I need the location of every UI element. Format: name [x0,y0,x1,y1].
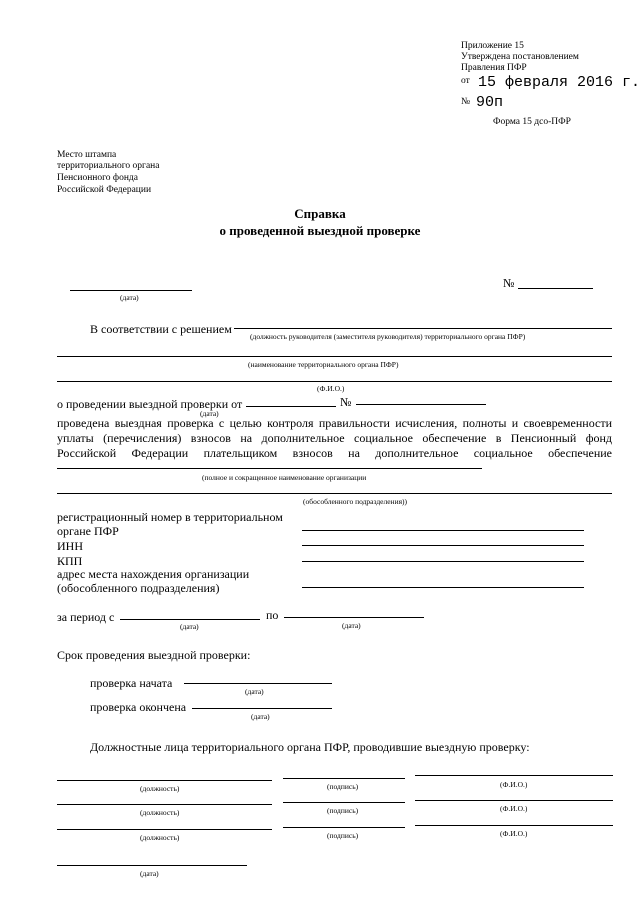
inspection-date-caption: (дата) [200,409,219,418]
paragraph-line3: Российской Федерации плательщиком взносов на дополнительное социальное обеспечение [57,446,612,460]
official-1-fio-field[interactable] [415,775,613,776]
started-date-caption: (дата) [245,687,264,696]
kpp-label: КПП [57,554,83,568]
official-3-position-field[interactable] [57,829,272,830]
reg-number-field[interactable] [302,530,584,531]
stamp-place-line3: Пенсионного фонда [57,173,138,183]
stamp-place-line1: Место штампа [57,150,117,160]
official-2-fio-caption: (Ф.И.О.) [500,804,528,813]
officials-heading: Должностные лица территориального органа ПФР, проводившие выездную проверку: [90,740,530,754]
appendix-label: Приложение 15 [461,41,524,51]
official-1-position-field[interactable] [57,780,272,781]
division-caption: (обособленного подразделения)) [303,497,408,506]
stamp-place-line2: территориального органа [57,161,160,171]
official-2-position-field[interactable] [57,804,272,805]
reg-number-label-2: органе ПФР [57,524,119,538]
official-3-signature-field[interactable] [283,827,405,828]
started-label: проверка начата [90,676,173,690]
official-1-signature-field[interactable] [283,778,405,779]
finished-label: проверка окончена [90,700,187,714]
period-to-field[interactable] [284,617,424,618]
paragraph-line1: проведена выездная проверка с целью контроля правильности исчисления, полноты и своевременности [57,416,612,430]
approval-number-handwritten: 90п [476,94,504,111]
decision-lead: В соответствии с решением [90,322,232,336]
official-2-fio-field[interactable] [415,800,613,801]
finished-date-field[interactable] [192,708,332,709]
official-2-signature-caption: (подпись) [327,806,359,815]
address-label-1: адрес места нахождения организации [57,567,250,581]
final-date-caption: (дата) [140,869,159,878]
inn-label: ИНН [57,539,83,553]
inspection-number-line[interactable] [356,404,486,405]
address-label-2: (обособленного подразделения) [57,581,220,595]
number-field-line[interactable] [518,288,593,289]
official-1-signature-caption: (подпись) [327,782,359,791]
inspection-number-symbol: № [340,395,352,409]
period-to-label: по [266,608,279,622]
approval-date-handwritten: 15 февраля 2016 г. [478,74,640,91]
period-from-label: за период с [57,610,115,624]
inn-field[interactable] [302,545,584,546]
paragraph-line2: уплаты (перечисления) взносов на дополнительное социальное обеспечение в Пенсионный фонд [57,431,612,445]
form-name: Форма 15 дсо-ПФР [493,117,571,127]
date-caption: (дата) [120,293,139,302]
position-caption: (должность руководителя (заместителя руководителя) территориального органа ПФР) [250,332,526,341]
official-3-fio-caption: (Ф.И.О.) [500,829,528,838]
position-field-line[interactable] [234,328,612,329]
official-3-signature-caption: (подпись) [327,831,359,840]
period-to-caption: (дата) [342,621,361,630]
document-subtitle: о проведенной выездной проверке [219,223,421,238]
official-2-position-caption: (должность) [140,808,180,817]
term-heading: Срок проведения выездной проверки: [57,648,251,662]
kpp-field[interactable] [302,561,584,562]
official-3-fio-field[interactable] [415,825,613,826]
from-prefix: от [461,76,470,86]
period-from-field[interactable] [120,619,260,620]
finished-date-caption: (дата) [251,712,270,721]
address-field[interactable] [302,587,584,588]
fio-field-line[interactable] [57,381,612,382]
official-1-fio-caption: (Ф.И.О.) [500,780,528,789]
official-2-signature-field[interactable] [283,802,405,803]
number-prefix: № [461,97,471,107]
fio-caption: (Ф.И.О.) [317,384,345,393]
official-1-position-caption: (должность) [140,784,180,793]
official-3-position-caption: (должность) [140,833,180,842]
period-from-caption: (дата) [180,622,199,631]
division-line[interactable] [57,493,612,494]
reg-number-label-1: регистрационный номер в территориальном [57,510,283,524]
started-date-field[interactable] [184,683,332,684]
inspection-date-line[interactable] [246,406,336,407]
number-symbol: № [503,276,515,290]
org-name-line[interactable] [57,468,482,469]
document-title: Справка [294,206,346,221]
board-label: Правления ПФР [461,63,527,73]
org-name-caption: (полное и сокращенное наименование организации [202,473,367,482]
final-date-field[interactable] [57,865,247,866]
stamp-place-line4: Российской Федерации [57,185,152,195]
inspection-lead: о проведении выездной проверки от [57,397,243,411]
organ-field-line[interactable] [57,356,612,357]
organ-caption: (наименование территориального органа ПФР) [248,360,399,369]
date-field-line[interactable] [70,290,192,291]
approved-by-label: Утверждена постановлением [461,52,579,62]
